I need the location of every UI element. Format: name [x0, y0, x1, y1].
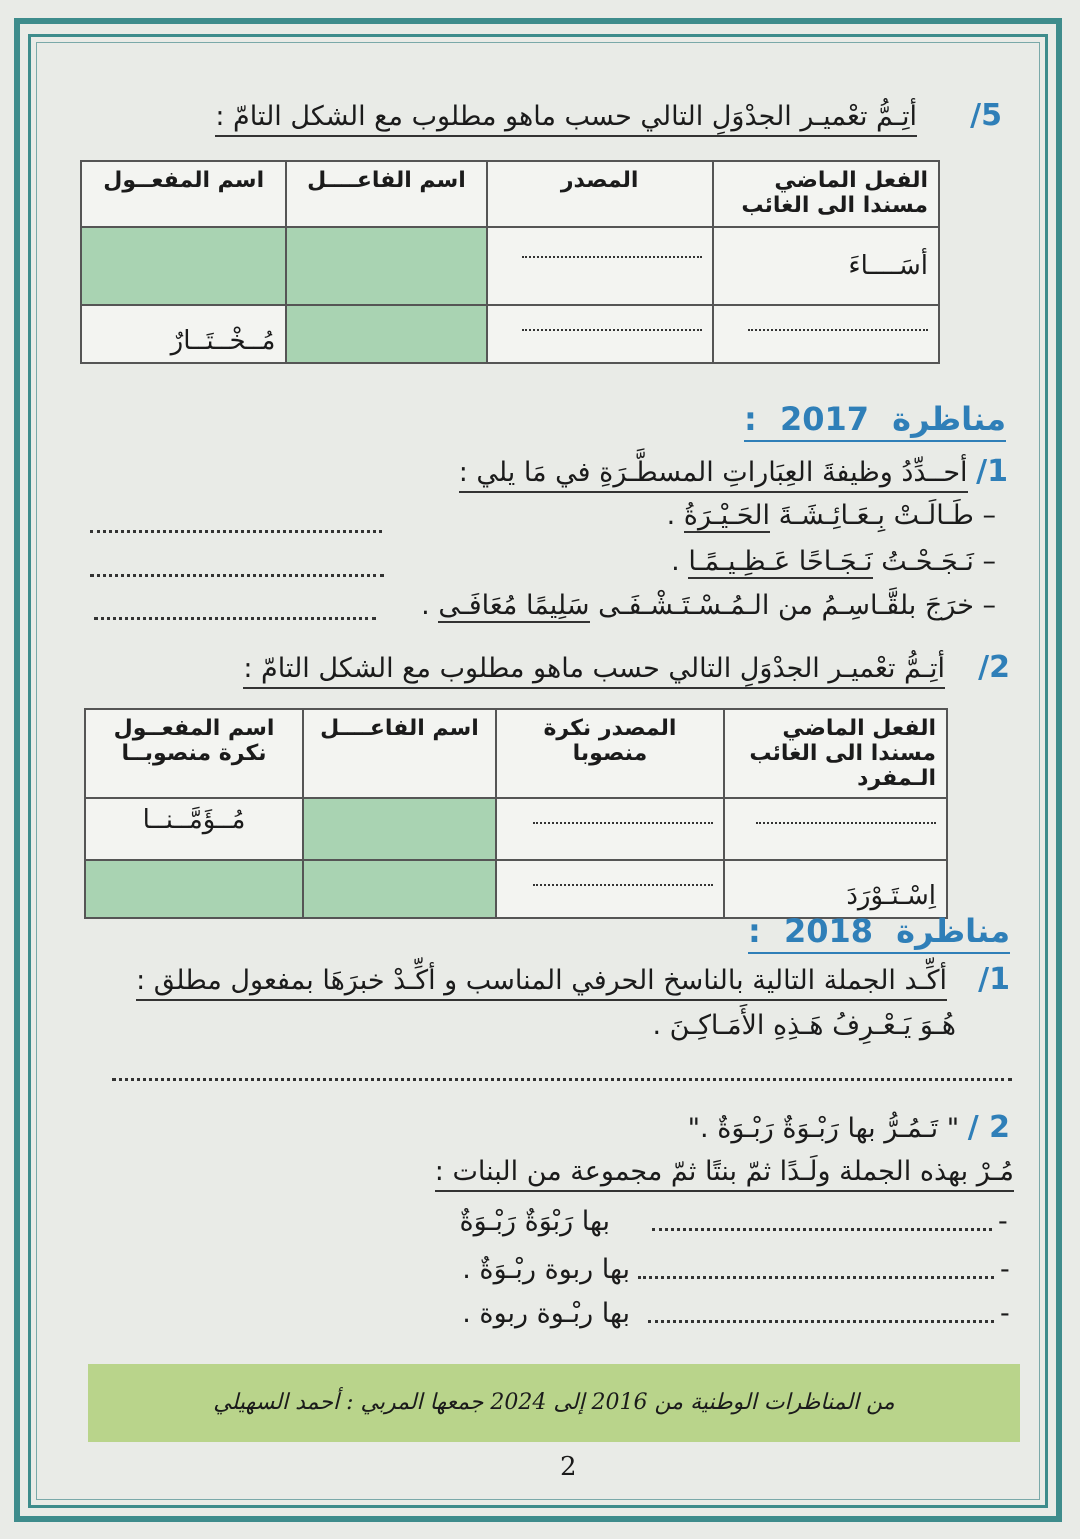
s2018-q2-heading: [688, 1110, 1010, 1145]
q5-heading: [215, 98, 1002, 133]
s2018-line-2-text: بها ربوة ربْـوَةٌ .: [462, 1254, 630, 1285]
q5-row1-masdar[interactable]: [487, 227, 713, 305]
s2018-q1-heading: [136, 962, 1010, 997]
s2017-row1-agent: [303, 798, 496, 860]
q5-row1-object: [81, 227, 286, 305]
s2017-header-agent: اسم الفاعــــل: [303, 709, 496, 798]
s2017-row2-verb: اِسْـتَـوْرَدَ: [846, 881, 936, 911]
section-2017-suffix: :: [744, 400, 757, 438]
q5-table: [80, 160, 940, 364]
q5-row1-verb: أسَــــاءَ: [848, 251, 928, 281]
s2018-q1-number: 1/: [978, 962, 1010, 997]
s2017-answer-2[interactable]: [90, 574, 384, 577]
s2017-row2-object: [85, 860, 303, 918]
page-number: 2: [560, 1452, 577, 1482]
section-2017-heading: [744, 400, 1006, 442]
s2017-q1-text: أحــدِّدُ وظيفةَ العِبَاراتِ المسطَّـرَةِ في مَا يلي :: [459, 457, 968, 493]
s2018-line-1-dash: -: [998, 1206, 1008, 1237]
s2018-line-1-answer[interactable]: [652, 1228, 992, 1231]
s2018-q2-number: 2 /: [967, 1110, 1010, 1145]
s2017-item-1-plain: طَـالَـتْ بِـعَـائِـشَـةَ: [778, 500, 974, 531]
s2017-row2-masdar[interactable]: [496, 860, 724, 918]
s2018-line-3-dash: -: [1000, 1298, 1010, 1329]
s2017-row1-object: مُــؤَمَّــنــا: [142, 805, 246, 835]
s2018-q2-quote: " تَـمُـرُّ بها رَبْـوَةٌ رَبْـوَةٌ .": [687, 1113, 960, 1144]
q5-text: أتِـمُّ تعْميـر الجدْوَلِ التالي حسب ماهو مطلوب مع الشكل التامّ :: [215, 101, 917, 137]
s2018-line-2-dash: -: [1000, 1254, 1010, 1285]
q5-header-verb: الفعل الماضي مسندا الى الغائب: [713, 161, 939, 227]
q5-header-masdar: المصدر: [487, 161, 713, 227]
s2017-item-3-end: .: [421, 590, 430, 621]
q5-row2-agent: [286, 305, 486, 363]
s2017-item-1-underlined: الحَـيْـرَةُ: [683, 500, 770, 531]
s2018-q1-text: أكِّـد الجملة التالية بالناسخ الحرفي المناسب و أكِّـدْ خبرَهَا بمفعول مطلق :: [136, 965, 947, 1001]
s2017-item-3-underlined: سَلِيمًا مُعَافَـى: [438, 590, 590, 621]
s2018-line-3-answer[interactable]: [648, 1320, 994, 1323]
s2017-header-verb: الفعل الماضي مسندا الى الغائب الـمفرد: [724, 709, 947, 798]
s2017-header-object: اسم المفعــول نكرة منصوبــا: [85, 709, 303, 798]
s2018-line-2-answer[interactable]: [638, 1276, 994, 1279]
section-2018-suffix: :: [748, 912, 761, 950]
q5-header-object: اسم المفعــول: [81, 161, 286, 227]
footer-credit: من المناظرات الوطنية من 2016 إلى 2024 جمعها المربي : أحمد السهيلي: [213, 1390, 895, 1415]
section-2018-title: مناظرة: [896, 912, 1010, 950]
s2017-q2-table: [84, 708, 948, 919]
s2018-line-3-text: بها ربْـوة ربوة .: [462, 1298, 630, 1329]
s2017-answer-1[interactable]: [90, 530, 382, 533]
s2017-row1-masdar[interactable]: [496, 798, 724, 860]
s2017-row2-agent: [303, 860, 496, 918]
q5-row2-verb[interactable]: [713, 305, 939, 363]
section-2017-title: مناظرة: [892, 400, 1006, 438]
s2017-q2-text: أتِـمُّ تعْميـر الجدْوَلِ التالي حسب ماهو مطلوب مع الشكل التامّ :: [243, 653, 945, 689]
s2017-item-3: – خرَجَ بلقَّـاسِـمُ من الـمُـسْـتَـشْـفَـى سَلِيمًا مُعَافَـى .: [421, 590, 996, 621]
s2017-row1-verb[interactable]: [724, 798, 947, 860]
s2017-q2-number: 2/: [978, 650, 1010, 685]
section-2018-heading: [748, 912, 1010, 954]
section-2018-year: 2018: [783, 912, 874, 950]
s2017-header-masdar: المصدر نكرة منصوبا: [496, 709, 724, 798]
s2017-item-2-end: .: [671, 546, 680, 577]
s2018-q2-instruction: [435, 1156, 1014, 1187]
s2018-q2-text: مُـرْ بهذه الجملة ولَـدًا ثمّ بنتًا ثمّ مجموعة من البنات :: [435, 1156, 1014, 1192]
s2017-item-2-plain: نَـجَـحْـتُ: [881, 546, 974, 577]
s2017-q1-number: 1/: [976, 454, 1008, 489]
s2017-q1-heading: [459, 454, 1008, 489]
q5-number: 5/: [970, 98, 1002, 133]
s2018-line-1-text: بها رَبْوَةٌ رَبْـوَةٌ: [459, 1206, 610, 1237]
q5-header-agent: اسم الفاعــــل: [286, 161, 486, 227]
s2017-q2-heading: [243, 650, 1010, 685]
s2018-q1-answer[interactable]: [112, 1078, 1012, 1081]
s2017-answer-3[interactable]: [94, 617, 376, 620]
s2017-item-2-underlined: نَـجَـاحًا عَـظِـيـمًـا: [688, 546, 873, 577]
s2017-item-2: – نَـجَـحْـتُ نَـجَـاحًا عَـظِـيـمًـا .: [671, 546, 996, 577]
s2017-item-1: – طَـالَـتْ بِـعَـائِـشَـةَ الحَـيْـرَةُ .: [666, 500, 996, 531]
q5-row2-masdar[interactable]: [487, 305, 713, 363]
s2018-q1-sentence: هُـوَ يَـعْـرِفُ هَـذِهِ الأَمَـاكِـنَ .: [652, 1010, 956, 1041]
q5-row2-object: مُــخْــتَــارٌ: [170, 326, 276, 356]
section-2017-year: 2017: [779, 400, 870, 438]
s2017-item-3-plain: خرَجَ بلقَّـاسِـمُ من الـمُـسْـتَـشْـفَـى: [598, 590, 974, 621]
s2017-item-1-end: .: [666, 500, 676, 531]
q5-row1-agent: [286, 227, 486, 305]
